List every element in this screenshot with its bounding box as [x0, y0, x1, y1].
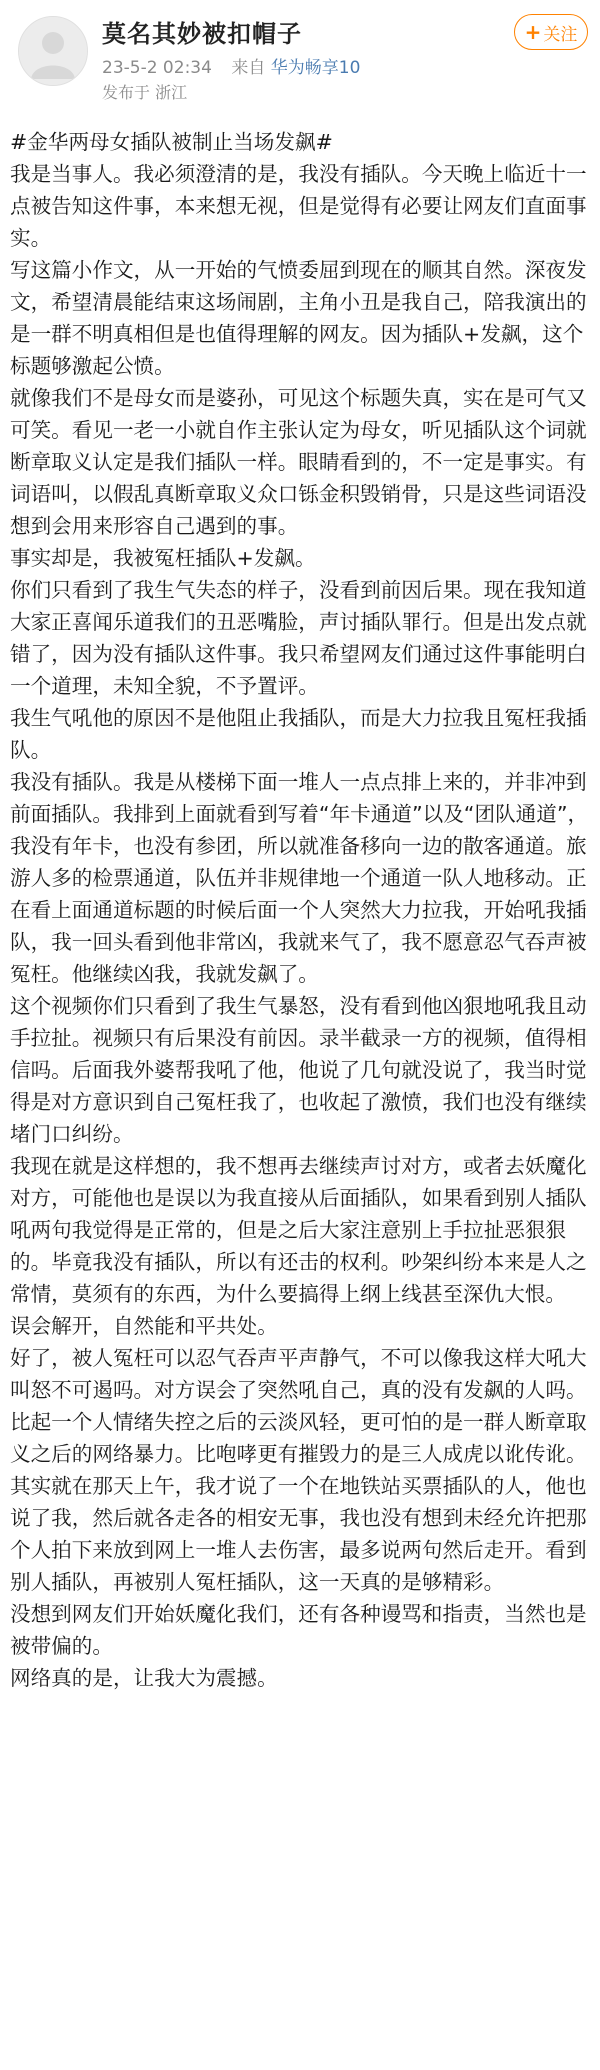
- source-prefix: 来自: [231, 58, 266, 78]
- post-header: [0, 0, 600, 112]
- plus-icon: +: [524, 20, 542, 44]
- post-meta: [102, 53, 360, 78]
- post-paragraph: 我没有插队。我是从楼梯下面一堆人一点点排上来的，并非冲到前面插队。我排到上面就看到写着“年卡通道”以及“团队通道”，我没有年卡，也没有参团，所以就准备移向一边的散客通道。旅游人多的检票通道，队伍并非规律地一个通道一队人地移动。正在看上面通道标题的时候后面一个人突然大力拉我，开始吼我插队，我一回头看到他非常凶，我就来气了，我不愿意忍气吞声被冤枉。他继续凶我，我就发飙了。: [10, 770, 589, 986]
- topic-hashtag[interactable]: #金华两母女插队被制止当场发飙#: [10, 130, 333, 154]
- post-paragraph: 没想到网友们开始妖魔化我们，还有各种谩骂和指责，当然也是被带偏的。: [10, 1602, 587, 1658]
- post-paragraph: 写这篇小作文，从一开始的气愤委屈到现在的顺其自然。深夜发文，希望清晨能结束这场闹剧，主角小丑是我自己，陪我演出的是一群不明真相但是也值得理解的网友。因为插队+发飙，这个标题够激起公愤。: [10, 258, 587, 378]
- post-paragraph: 我生气吼他的原因不是他阻止我插队，而是大力拉我且冤枉我插队。: [10, 706, 587, 762]
- post-paragraph: 这个视频你们只看到了我生气暴怒，没有看到他凶狠地吼我且动手拉扯。视频只有后果没有前因。录半截录一方的视频，值得相信吗。后面我外婆帮我吼了他，他说了几句就没说了，我当时觉得是对方意识到自己冤枉我了，也收起了激愤，我们也没有继续堵门口纠纷。: [10, 994, 587, 1146]
- post-paragraph: 好了，被人冤枉可以忍气吞声平声静气，不可以像我这样大吼大叫怒不可遏吗。对方误会了突然吼自己，真的没有发飙的人吗。: [10, 1346, 587, 1402]
- device-link[interactable]: 华为畅享10: [270, 58, 361, 78]
- default-avatar-icon: [19, 17, 87, 85]
- post-paragraph: 比起一个人情绪失控之后的云淡风轻，更可怕的是一群人断章取义之后的网络暴力。比咆哮更有摧毁力的是三人成虎以讹传讹。: [10, 1410, 587, 1466]
- post-paragraph: 其实就在那天上午，我才说了一个在地铁站买票插队的人，他也说了我，然后就各走各的相安无事，我也没有想到未经允许把那个人拍下来放到网上一堆人去伤害，最多说两句然后走开。看到别人插队，再被别人冤枉插队，这一天真的是够精彩。: [10, 1474, 587, 1594]
- post-paragraph: 就像我们不是母女而是婆孙，可见这个标题失真，实在是可气又可笑。看见一老一小就自作主张认定为母女，听见插队这个词就断章取义认定是我们插队一样。眼睛看到的，不一定是事实。有词语叫，以假乱真断章取义众口铄金积毁销骨，只是这些词语没想到会用来形容自己遇到的事。: [10, 386, 587, 538]
- post-timestamp: 23-5-2 02:34: [102, 58, 212, 78]
- follow-label: 关注: [543, 24, 578, 45]
- post-paragraph: 事实却是，我被冤枉插队+发飙。: [10, 546, 316, 570]
- post-paragraph: 我现在就是这样想的，我不想再去继续声讨对方，或者去妖魔化对方，可能他也是误以为我直接从后面插队，如果看到别人插队吼两句我觉得是正常的，但是之后大家注意别上手拉扯恶狠狠的。毕竟我没有插队，所以有还击的权利。吵架纠纷本来是人之常情，莫须有的东西，为什么要搞得上纲上线甚至深仇大恨。: [10, 1154, 587, 1306]
- post-location: 发布于 浙江: [102, 83, 188, 102]
- avatar[interactable]: [18, 16, 88, 86]
- follow-button[interactable]: [514, 14, 588, 50]
- author-name[interactable]: 莫名其妙被扣帽子: [102, 20, 302, 48]
- post-paragraph: 误会解开，自然能和平共处。: [10, 1314, 278, 1338]
- bottom-fade: [0, 2036, 600, 2070]
- post-paragraph: 网络真的是，让我大为震撼。: [10, 1666, 278, 1690]
- post-body: [10, 126, 590, 1694]
- post-paragraph: 我是当事人。我必须澄清的是，我没有插队。今天晚上临近十一点被告知这件事，本来想无视，但是觉得有必要让网友们直面事实。: [10, 162, 587, 250]
- post-paragraph: 你们只看到了我生气失态的样子，没看到前因后果。现在我知道大家正喜闻乐道我们的丑恶嘴脸，声讨插队罪行。但是出发点就错了，因为没有插队这件事。我只希望网友们通过这件事能明白一个道理，未知全貌，不予置评。: [10, 578, 587, 698]
